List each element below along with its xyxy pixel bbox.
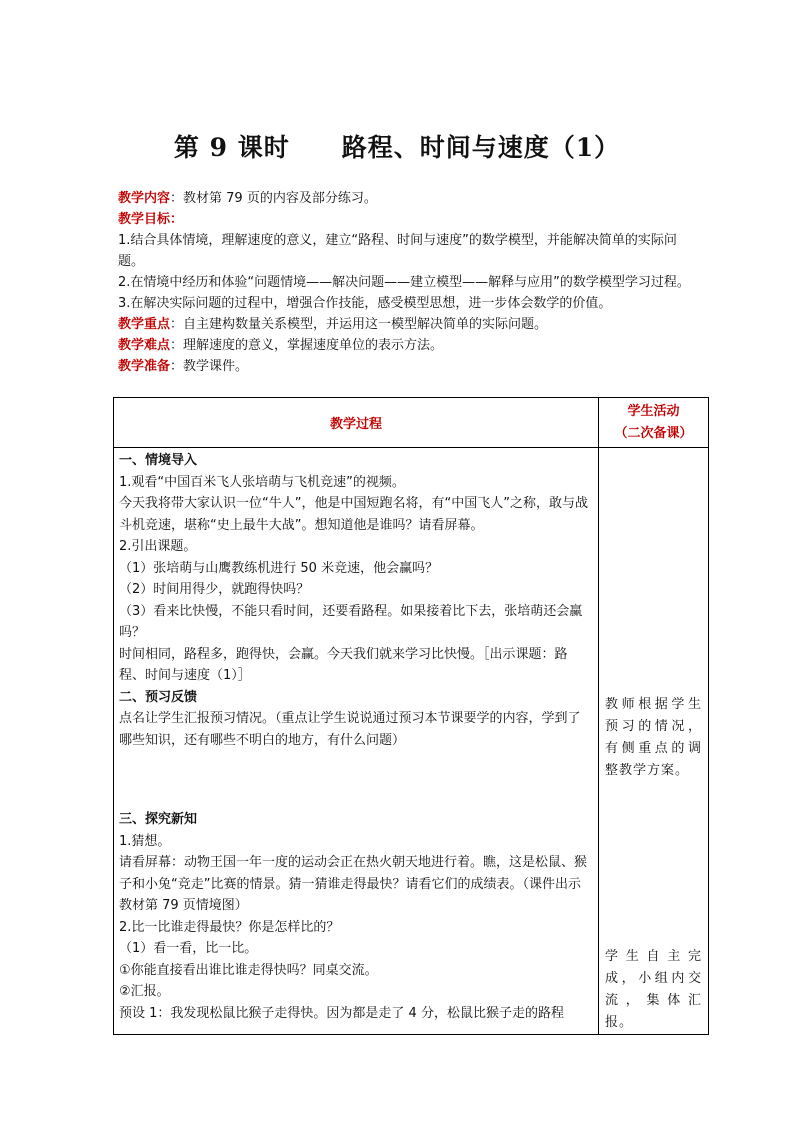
section-title: 二、预习反馈 <box>119 689 198 705</box>
key-text: ：自主建构数量关系模型，并运用这一模型解决简单的实际问题。 <box>170 317 548 332</box>
difficulty-line <box>118 335 698 356</box>
table-header-row <box>114 398 709 448</box>
section-title: 一、情境导入 <box>119 453 198 468</box>
activity-cell <box>599 448 709 1035</box>
paragraph: 今天我将带大家认识一位“牛人”，他是中国短跑名将，有“中国飞人”之称，敢与战斗机竞速，堪称“史上最牛大战”。想知道他是谁吗？请看屏幕。 <box>119 496 588 533</box>
goals-label: 教学目标 <box>118 212 171 227</box>
section-title: 三、探究新知 <box>119 812 198 827</box>
prep-text: ：教学课件。 <box>170 359 249 374</box>
paragraph: 预设 1：我发现松鼠比猴子走得快。因为都是走了 4 分，松鼠比猴子走的路程 <box>119 1005 564 1021</box>
side-note: 学生自主完成，小组内交流，集体汇报。 <box>605 949 702 1030</box>
goal-item: 3.在解决实际问题的过程中，增强合作技能，感受模型思想，进一步体会数学的价值。 <box>118 296 612 311</box>
content-label: 教学内容 <box>118 191 171 206</box>
process-cell <box>114 448 599 1035</box>
paragraph: （2）时间用得少，就跑得快吗？ <box>119 582 310 597</box>
lesson-meta <box>118 188 698 377</box>
paragraph: （1）张培萌与山鹰教练机进行 50 米竞速，他会赢吗？ <box>119 560 439 576</box>
page-title: 第 9 课时 路程、时间与速度（1） <box>173 133 621 162</box>
difficulty-label: 教学难点 <box>118 338 171 353</box>
paragraph: 请看屏幕：动物王国一年一度的运动会正在热火朝天地进行着。瞧，这是松鼠、猴子和小兔“竞走”比赛的情景。猜一猜谁走得最快？请看它们的成绩表。（课件出示教材第 79 页情境图） <box>119 855 588 913</box>
paragraph: 1.观看“中国百米飞人张培萌与飞机竞速”的视频。 <box>119 474 405 490</box>
goals-colon: ： <box>170 212 184 227</box>
paragraph: 2.比一比谁走得最快？你是怎样比的？ <box>119 919 340 935</box>
spacer <box>119 751 593 809</box>
difficulty-text: ：理解速度的意义，掌握速度单位的表示方法。 <box>170 338 444 353</box>
goal-item: 1.结合具体情境，理解速度的意义，建立“路程、时间与速度”的数学模型，并能解决简单的实际问题。 <box>118 233 677 269</box>
side-note: 教师根据学生预习的情况，有侧重点的调整教学方案。 <box>605 697 702 778</box>
paragraph: （1）看一看，比一比。 <box>119 941 258 956</box>
paragraph: （3）看来比快慢，不能只看时间，还要看路程。如果接着比下去，张培萌还会赢吗？ <box>119 603 583 640</box>
key-line <box>118 314 698 335</box>
prep-label: 教学准备 <box>118 359 171 374</box>
content-line <box>118 188 698 209</box>
prep-line <box>118 356 698 377</box>
paragraph: ②汇报。 <box>119 984 170 999</box>
paragraph: 1.猜想。 <box>119 833 171 849</box>
content-text: ：教材第 79 页的内容及部分练习。 <box>170 191 377 206</box>
header-activity-line1: 学生活动 <box>627 403 680 419</box>
header-activity <box>599 398 709 448</box>
header-process: 教学过程 <box>114 398 599 448</box>
paragraph: 2.引出课题。 <box>119 539 197 554</box>
lesson-table <box>113 397 709 1035</box>
paragraph: ①你能直接看出谁比谁走得快吗？同桌交流。 <box>119 962 378 978</box>
header-activity-line2: （二次备课） <box>614 425 693 441</box>
key-label: 教学重点 <box>118 317 171 332</box>
paragraph: 时间相同，路程多，跑得快，会赢。今天我们就来学习比快慢。［出示课题：路程、时间与速度（1）］ <box>119 646 568 683</box>
table-body-row <box>114 448 709 1035</box>
goal-item: 2.在情境中经历和体验“问题情境——解决问题——建立模型——解释与应用”的数学模型学习过程。 <box>118 275 690 290</box>
paragraph: 点名让学生汇报预习情况。（重点让学生说说通过预习本节课要学的内容，学到了哪些知识，还有哪些不明白的地方，有什么问题） <box>119 711 581 748</box>
goals-heading <box>118 209 698 230</box>
